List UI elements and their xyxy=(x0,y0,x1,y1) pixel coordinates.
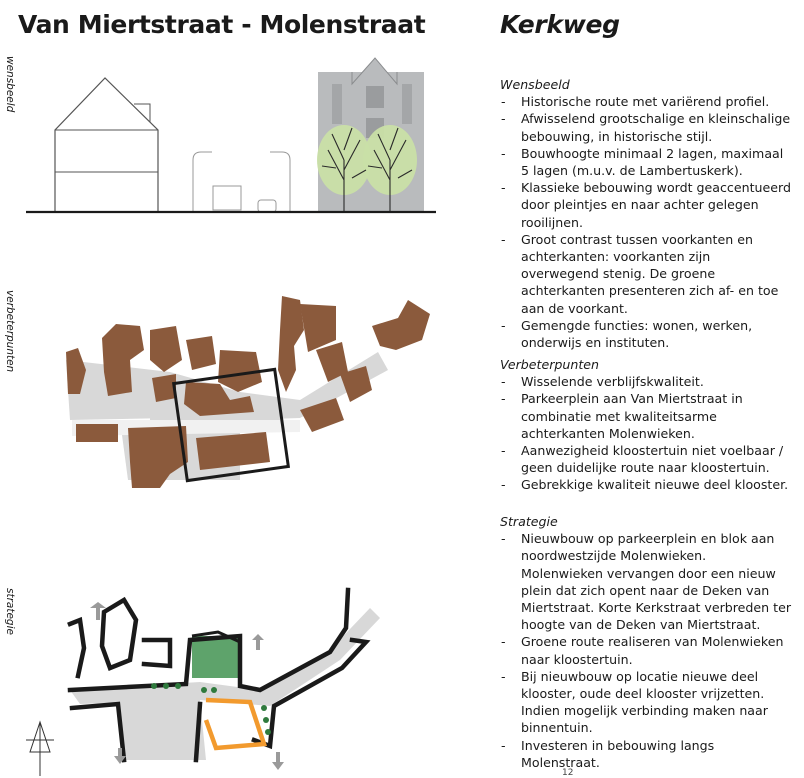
strategy-map xyxy=(26,590,380,776)
side-label-verbeterpunten: verbeterpunten xyxy=(4,290,16,373)
list-item: - Wisselende verblijfskwaliteit. xyxy=(500,373,792,390)
section-title: Verbeterpunten xyxy=(500,357,600,372)
list-item: - Parkeerplein aan Van Miertstraat in combinatie met kwaliteitsarme achterkanten Molenwieken. xyxy=(500,390,792,442)
list-item: - Groot contrast tussen voorkanten en achterkanten: voorkanten zijn overwegend stenig. De groene achterkanten presenteren zich af- en toe aan de voorkant. xyxy=(500,231,792,317)
list-item: - Gemengde functies: wonen, werken, onderwijs en instituten. xyxy=(500,317,792,351)
side-label-strategie: strategie xyxy=(4,588,16,635)
section-wensbeeld xyxy=(500,76,792,351)
bullet-list xyxy=(500,93,792,351)
list-item: - Investeren in bebouwing langs Molenstraat. xyxy=(500,737,792,771)
analysis-map xyxy=(66,296,430,488)
list-item: - Bij nieuwbouw op locatie nieuwe deel klooster, oude deel klooster vrijzetten. Indien mogelijk verbinding maken naar binnentuin. xyxy=(500,668,792,737)
page-number: 12 xyxy=(562,768,574,778)
list-item: - Gebrekkige kwaliteit nieuwe deel klooster. xyxy=(500,476,792,493)
list-item: - Nieuwbouw op parkeerplein en blok aan noordwestzijde Molenwieken. Molenwieken vervangen door een nieuw plein dat zich opent naar de Deken van Miertstraat. Korte Kerkstraat verbreden ter hoogte van de Deken van Miertstraat. xyxy=(500,530,792,633)
page-title-right: Kerkweg xyxy=(500,10,620,39)
page-title-left: Van Miertstraat - Molenstraat xyxy=(18,10,426,39)
list-item: - Aanwezigheid kloostertuin niet voelbaar / geen duidelijke route naar kloostertuin. xyxy=(500,442,792,476)
list-item: - Groene route realiseren van Molenwieken naar kloostertuin. xyxy=(500,633,792,667)
list-item: - Afwisselend grootschalige en kleinschalige bebouwing, in historische stijl. xyxy=(500,110,792,144)
bullet-list xyxy=(500,530,792,771)
side-label-wensbeeld: wensbeeld xyxy=(4,56,16,113)
list-item: - Bouwhoogte minimaal 2 lagen, maximaal 5 lagen (m.u.v. de Lambertuskerk). xyxy=(500,145,792,179)
list-item: - Klassieke bebouwing wordt geaccentueerd door pleintjes en naar achter gelegen rooilijnen. xyxy=(500,179,792,231)
list-item: - Historische route met variërend profiel. xyxy=(500,93,792,110)
section-title: Wensbeeld xyxy=(500,77,570,92)
bullet-list xyxy=(500,373,792,493)
section-verbeterpunten xyxy=(500,356,792,494)
street-section-drawing xyxy=(26,58,436,212)
section-strategie xyxy=(500,513,792,771)
section-title: Strategie xyxy=(500,514,558,529)
